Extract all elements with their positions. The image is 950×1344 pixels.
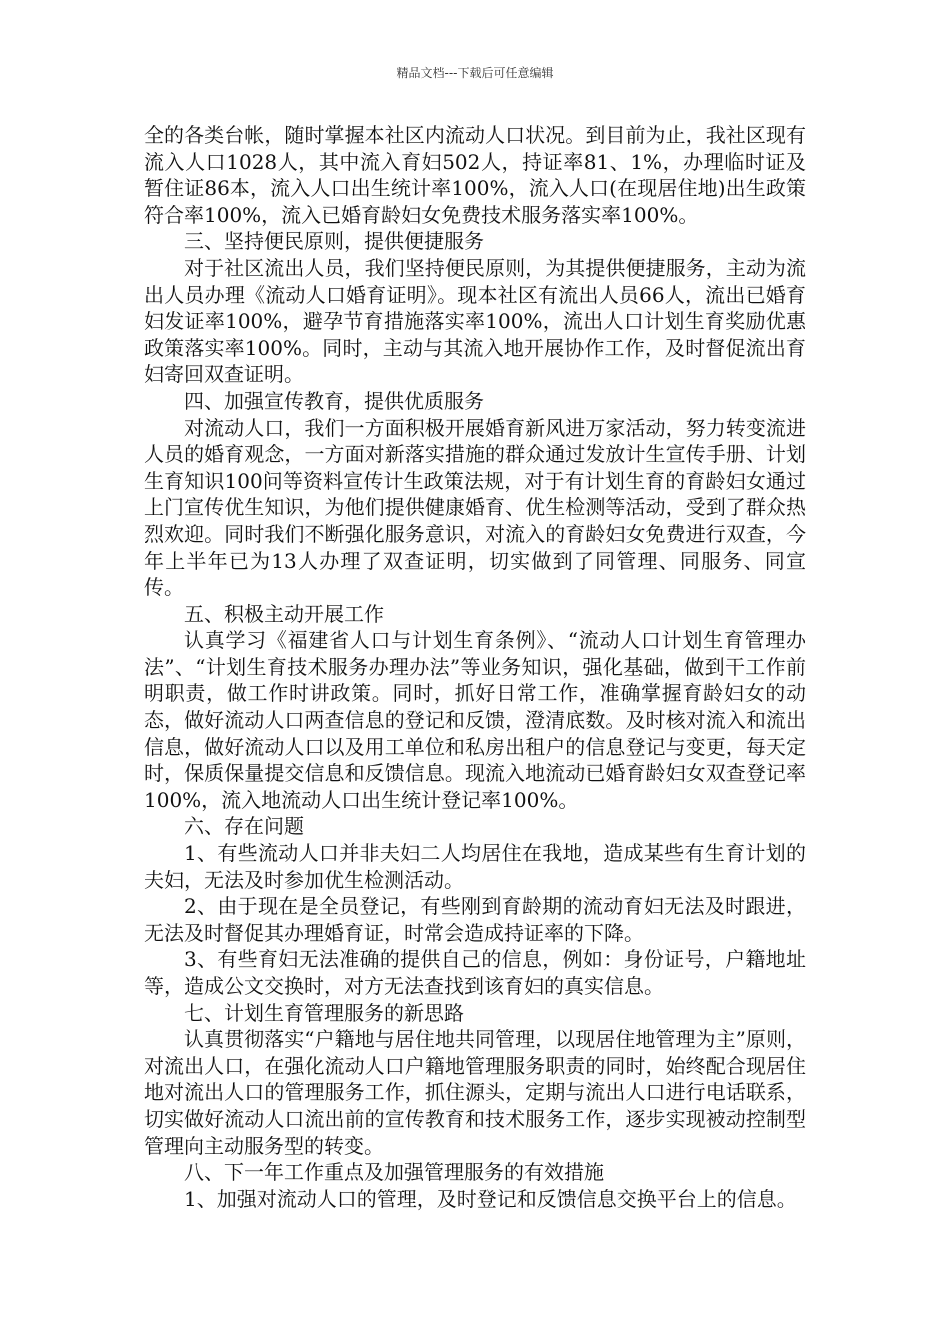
section-heading-8: 八、下一年工作重点及加强管理服务的有效措施 bbox=[184, 1160, 604, 1185]
problem-item-2: 2、由于现在是全员登记，有些刚到育龄期的流动育妇无法及时跟进，无法及时督促其办理婚育证，时常会造成持证率的下降。 bbox=[144, 894, 806, 945]
paragraph-4: 对流动人口，我们一方面积极开展婚育新风进万家活动，努力转变流进人员的婚育观念，一方面对新落实措施的群众通过发放计生宣传手册、计划生育知识100问等资料宣传计生政策法规，对于有计划生育的育龄妇女通过上门宣传优生知识，为他们提供健康婚育、优生检测等活动，受到了群众热烈欢迎。同时我们不断强化服务意识，对流入的育龄妇女免费进行双查，今年上半年已为13人办理了双查证明，切实做到了同管理、同服务、同宣传。 bbox=[144, 415, 806, 600]
paragraph-7: 认真贯彻落实“户籍地与居住地共同管理，以现居住地管理为主”原则，对流出人口，在强化流动人口户籍地管理服务职责的同时，始终配合现居住地对流出人口的管理服务工作，抓住源头，定期与流出人口进行电话联系，切实做好流动人口流出前的宣传教育和技术服务工作，逐步实现被动控制型管理向主动服务型的转变。 bbox=[144, 1027, 806, 1158]
document-body bbox=[144, 122, 806, 1212]
page-header: 精品文档---下载后可任意编辑 bbox=[396, 66, 554, 80]
paragraph-5: 认真学习《福建省人口与计划生育条例》、“流动人口计划生育管理办法”、“计划生育技术服务办理办法”等业务知识，强化基础，做到干工作前明职责，做工作时讲政策。同时，抓好日常工作，准确掌握育龄妇女的动态，做好流动人口两查信息的登记和反馈，澄清底数。及时核对流入和流出信息，做好流动人口以及用工单位和私房出租户的信息登记与变更，每天定时，保质保量提交信息和反馈信息。现流入地流动已婚育龄妇女双查登记率100%，流入地流动人口出生统计登记率100%。 bbox=[144, 628, 806, 812]
section-heading-3: 三、坚持便民原则，提供便捷服务 bbox=[184, 229, 484, 254]
section-heading-7: 七、计划生育管理服务的新思路 bbox=[184, 1000, 464, 1025]
problem-item-3: 3、有些育妇无法准确的提供自己的信息，例如：身份证号，户籍地址等，造成公文交换时，对方无法查找到该育妇的真实信息。 bbox=[144, 947, 806, 998]
problem-item-1: 1、有些流动人口并非夫妇二人均居住在我地，造成某些有生育计划的夫妇，无法及时参加优生检测活动。 bbox=[144, 841, 806, 892]
section-heading-4: 四、加强宣传教育，提供优质服务 bbox=[184, 388, 484, 413]
section-heading-6: 六、存在问题 bbox=[184, 814, 304, 839]
section-heading-5: 五、积极主动开展工作 bbox=[184, 601, 384, 626]
measure-item-1: 1、加强对流动人口的管理，及时登记和反馈信息交换平台上的信息。 bbox=[184, 1186, 797, 1211]
paragraph-3: 对于社区流出人员，我们坚持便民原则，为其提供便捷服务，主动为流出人员办理《流动人口婚育证明》。现本社区有流出人员66人，流出已婚育妇发证率100%，避孕节育措施落实率100%，流出人口计划生育奖励优惠政策落实率100%。同时，主动与其流入地开展协作工作，及时督促流出育妇寄回双查证明。 bbox=[144, 255, 806, 387]
paragraph-1: 全的各类台帐，随时掌握本社区内流动人口状况。到目前为止，我社区现有流入人口1028人，其中流入育妇502人，持证率81、1%，办理临时证及暂住证86本，流入人口出生统计率100%，流入人口(在现居住地)出生政策符合率100%，流入已婚育龄妇女免费技术服务落实率100%。 bbox=[144, 123, 806, 227]
